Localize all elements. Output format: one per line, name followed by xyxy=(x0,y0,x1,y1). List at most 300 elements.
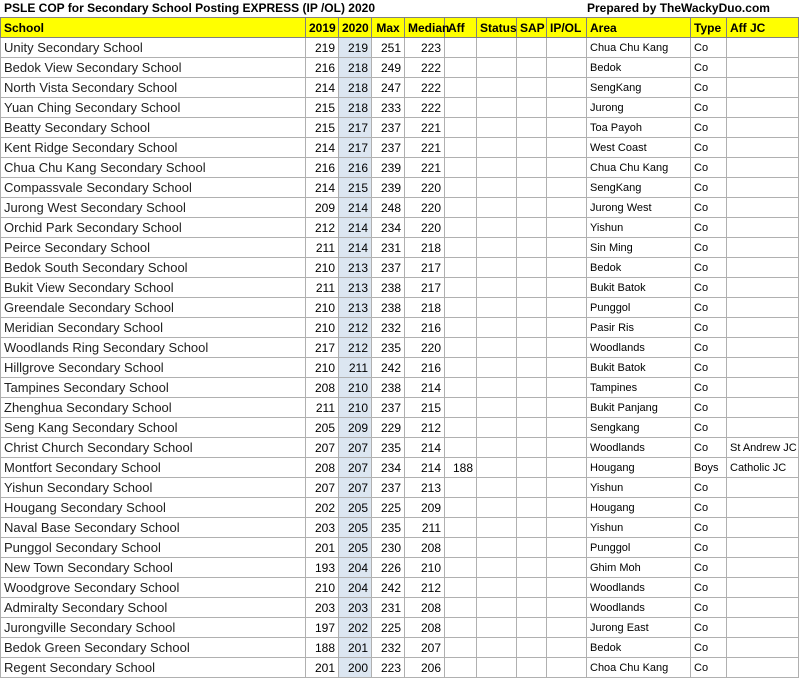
cell-aff[interactable] xyxy=(445,558,477,578)
cell-2020[interactable]: 214 xyxy=(339,198,372,218)
cell-status[interactable] xyxy=(477,338,517,358)
cell-2020[interactable]: 210 xyxy=(339,398,372,418)
table-row[interactable] xyxy=(1,158,799,178)
cell-median[interactable]: 212 xyxy=(405,418,445,438)
cell-aff[interactable] xyxy=(445,58,477,78)
cell-ipol[interactable] xyxy=(547,298,587,318)
cell-sap[interactable] xyxy=(517,458,547,478)
cell-2020[interactable]: 202 xyxy=(339,618,372,638)
cell-area[interactable]: Jurong xyxy=(587,98,691,118)
cell-aff-jc[interactable] xyxy=(727,358,799,378)
cell-median[interactable]: 208 xyxy=(405,618,445,638)
cell-aff[interactable] xyxy=(445,98,477,118)
col-header-aff[interactable]: Aff xyxy=(445,18,477,38)
cell-2020[interactable]: 205 xyxy=(339,538,372,558)
table-row[interactable] xyxy=(1,178,799,198)
col-header-school[interactable]: School xyxy=(1,18,306,38)
cell-type[interactable]: Co xyxy=(691,558,727,578)
cell-area[interactable]: West Coast xyxy=(587,138,691,158)
cell-aff[interactable] xyxy=(445,438,477,458)
cell-aff-jc[interactable] xyxy=(727,58,799,78)
cell-type[interactable]: Co xyxy=(691,78,727,98)
table-row[interactable] xyxy=(1,118,799,138)
cell-max[interactable]: 239 xyxy=(372,178,405,198)
cell-2019[interactable]: 214 xyxy=(306,138,339,158)
cell-type[interactable]: Co xyxy=(691,138,727,158)
cell-aff[interactable] xyxy=(445,638,477,658)
cell-2019[interactable]: 205 xyxy=(306,418,339,438)
table-row[interactable] xyxy=(1,238,799,258)
cell-aff[interactable] xyxy=(445,298,477,318)
cell-aff[interactable] xyxy=(445,618,477,638)
table-row[interactable] xyxy=(1,98,799,118)
cell-status[interactable] xyxy=(477,538,517,558)
cell-max[interactable]: 229 xyxy=(372,418,405,438)
cell-aff-jc[interactable] xyxy=(727,158,799,178)
table-row[interactable] xyxy=(1,518,799,538)
cell-school[interactable]: Bukit View Secondary School xyxy=(1,278,306,298)
cell-max[interactable]: 237 xyxy=(372,478,405,498)
cell-2020[interactable]: 203 xyxy=(339,598,372,618)
cell-sap[interactable] xyxy=(517,58,547,78)
table-row[interactable] xyxy=(1,598,799,618)
cell-max[interactable]: 251 xyxy=(372,38,405,58)
cell-area[interactable]: Ghim Moh xyxy=(587,558,691,578)
cell-area[interactable]: Woodlands xyxy=(587,578,691,598)
cell-2019[interactable]: 215 xyxy=(306,98,339,118)
table-row[interactable] xyxy=(1,438,799,458)
table-row[interactable] xyxy=(1,418,799,438)
cell-school[interactable]: Orchid Park Secondary School xyxy=(1,218,306,238)
cell-max[interactable]: 232 xyxy=(372,318,405,338)
table-row[interactable] xyxy=(1,498,799,518)
cell-area[interactable]: Bukit Panjang xyxy=(587,398,691,418)
col-header-median[interactable]: Median xyxy=(405,18,445,38)
cell-2020[interactable]: 218 xyxy=(339,98,372,118)
cell-aff[interactable] xyxy=(445,598,477,618)
cell-max[interactable]: 242 xyxy=(372,358,405,378)
cell-status[interactable] xyxy=(477,58,517,78)
cell-type[interactable]: Co xyxy=(691,498,727,518)
table-row[interactable] xyxy=(1,258,799,278)
cell-type[interactable]: Co xyxy=(691,158,727,178)
cell-status[interactable] xyxy=(477,638,517,658)
cell-area[interactable]: Yishun xyxy=(587,478,691,498)
cell-area[interactable]: Hougang xyxy=(587,498,691,518)
cell-ipol[interactable] xyxy=(547,338,587,358)
cell-median[interactable]: 211 xyxy=(405,518,445,538)
table-row[interactable] xyxy=(1,658,799,678)
cell-type[interactable]: Co xyxy=(691,438,727,458)
cell-2019[interactable]: 210 xyxy=(306,318,339,338)
cell-type[interactable]: Co xyxy=(691,238,727,258)
cell-2019[interactable]: 210 xyxy=(306,578,339,598)
cell-ipol[interactable] xyxy=(547,418,587,438)
cell-2019[interactable]: 211 xyxy=(306,278,339,298)
cell-2019[interactable]: 208 xyxy=(306,378,339,398)
cell-2019[interactable]: 201 xyxy=(306,658,339,678)
cell-median[interactable]: 223 xyxy=(405,38,445,58)
col-header-ipol[interactable]: IP/OL xyxy=(547,18,587,38)
cell-aff[interactable] xyxy=(445,198,477,218)
cell-sap[interactable] xyxy=(517,278,547,298)
cell-median[interactable]: 220 xyxy=(405,218,445,238)
cell-area[interactable]: Hougang xyxy=(587,458,691,478)
cell-status[interactable] xyxy=(477,498,517,518)
cell-ipol[interactable] xyxy=(547,258,587,278)
cell-school[interactable]: Compassvale Secondary School xyxy=(1,178,306,198)
cell-sap[interactable] xyxy=(517,438,547,458)
cell-max[interactable]: 238 xyxy=(372,278,405,298)
cell-aff-jc[interactable] xyxy=(727,418,799,438)
cell-area[interactable]: Bukit Batok xyxy=(587,358,691,378)
cell-type[interactable]: Co xyxy=(691,638,727,658)
cell-sap[interactable] xyxy=(517,78,547,98)
cell-ipol[interactable] xyxy=(547,138,587,158)
cell-ipol[interactable] xyxy=(547,498,587,518)
cell-2020[interactable]: 215 xyxy=(339,178,372,198)
cell-area[interactable]: Jurong West xyxy=(587,198,691,218)
col-header-sap[interactable]: SAP xyxy=(517,18,547,38)
cell-area[interactable]: Woodlands xyxy=(587,338,691,358)
cell-median[interactable]: 221 xyxy=(405,118,445,138)
table-row[interactable] xyxy=(1,378,799,398)
cell-sap[interactable] xyxy=(517,558,547,578)
cell-type[interactable]: Co xyxy=(691,298,727,318)
cell-ipol[interactable] xyxy=(547,358,587,378)
cell-aff[interactable] xyxy=(445,118,477,138)
cell-2019[interactable]: 201 xyxy=(306,538,339,558)
cell-school[interactable]: Naval Base Secondary School xyxy=(1,518,306,538)
cell-ipol[interactable] xyxy=(547,398,587,418)
cell-aff[interactable] xyxy=(445,238,477,258)
cell-2020[interactable]: 213 xyxy=(339,258,372,278)
col-header-type[interactable]: Type xyxy=(691,18,727,38)
cell-median[interactable]: 218 xyxy=(405,238,445,258)
cell-school[interactable]: Montfort Secondary School xyxy=(1,458,306,478)
cell-max[interactable]: 234 xyxy=(372,458,405,478)
cell-2020[interactable]: 205 xyxy=(339,518,372,538)
table-row[interactable] xyxy=(1,638,799,658)
cell-aff-jc[interactable] xyxy=(727,618,799,638)
cell-max[interactable]: 248 xyxy=(372,198,405,218)
table-row[interactable] xyxy=(1,278,799,298)
table-row[interactable] xyxy=(1,298,799,318)
cell-median[interactable]: 220 xyxy=(405,178,445,198)
cell-2019[interactable]: 217 xyxy=(306,338,339,358)
cell-aff[interactable] xyxy=(445,378,477,398)
cell-aff-jc[interactable] xyxy=(727,638,799,658)
cell-2019[interactable]: 210 xyxy=(306,258,339,278)
cell-median[interactable]: 220 xyxy=(405,198,445,218)
cell-2020[interactable]: 209 xyxy=(339,418,372,438)
table-row[interactable] xyxy=(1,578,799,598)
cell-2019[interactable]: 214 xyxy=(306,78,339,98)
cell-aff-jc[interactable] xyxy=(727,38,799,58)
table-row[interactable] xyxy=(1,318,799,338)
cell-sap[interactable] xyxy=(517,498,547,518)
cell-max[interactable]: 234 xyxy=(372,218,405,238)
cell-median[interactable]: 220 xyxy=(405,338,445,358)
cell-school[interactable]: Regent Secondary School xyxy=(1,658,306,678)
cell-status[interactable] xyxy=(477,298,517,318)
cell-ipol[interactable] xyxy=(547,158,587,178)
table-row[interactable] xyxy=(1,58,799,78)
cell-school[interactable]: Bedok View Secondary School xyxy=(1,58,306,78)
cell-2020[interactable]: 201 xyxy=(339,638,372,658)
cell-school[interactable]: Hougang Secondary School xyxy=(1,498,306,518)
cell-aff-jc[interactable] xyxy=(727,138,799,158)
cell-aff-jc[interactable] xyxy=(727,238,799,258)
table-row[interactable] xyxy=(1,38,799,58)
cell-2020[interactable]: 207 xyxy=(339,478,372,498)
cell-sap[interactable] xyxy=(517,338,547,358)
table-row[interactable] xyxy=(1,218,799,238)
cell-max[interactable]: 235 xyxy=(372,518,405,538)
cell-type[interactable]: Co xyxy=(691,118,727,138)
cell-2020[interactable]: 219 xyxy=(339,38,372,58)
cell-school[interactable]: Woodgrove Secondary School xyxy=(1,578,306,598)
cell-aff-jc[interactable] xyxy=(727,378,799,398)
cell-median[interactable]: 217 xyxy=(405,278,445,298)
cell-area[interactable]: Toa Payoh xyxy=(587,118,691,138)
cell-ipol[interactable] xyxy=(547,458,587,478)
col-header-affjc[interactable]: Aff JC xyxy=(727,18,799,38)
cell-ipol[interactable] xyxy=(547,538,587,558)
cell-aff[interactable] xyxy=(445,158,477,178)
cell-ipol[interactable] xyxy=(547,658,587,678)
cell-max[interactable]: 235 xyxy=(372,438,405,458)
cell-ipol[interactable] xyxy=(547,598,587,618)
cell-area[interactable]: Punggol xyxy=(587,538,691,558)
cell-ipol[interactable] xyxy=(547,178,587,198)
cell-max[interactable]: 249 xyxy=(372,58,405,78)
cell-ipol[interactable] xyxy=(547,118,587,138)
cell-type[interactable]: Co xyxy=(691,178,727,198)
cell-type[interactable]: Co xyxy=(691,518,727,538)
cell-school[interactable]: Meridian Secondary School xyxy=(1,318,306,338)
cell-ipol[interactable] xyxy=(547,58,587,78)
cell-2019[interactable]: 207 xyxy=(306,438,339,458)
cell-status[interactable] xyxy=(477,78,517,98)
cell-sap[interactable] xyxy=(517,358,547,378)
cell-type[interactable]: Co xyxy=(691,58,727,78)
col-header-2020[interactable]: 2020 xyxy=(339,18,372,38)
cell-aff[interactable] xyxy=(445,218,477,238)
cell-2019[interactable]: 214 xyxy=(306,178,339,198)
cell-median[interactable]: 215 xyxy=(405,398,445,418)
cell-type[interactable]: Co xyxy=(691,38,727,58)
cell-school[interactable]: Yuan Ching Secondary School xyxy=(1,98,306,118)
cell-area[interactable]: Sin Ming xyxy=(587,238,691,258)
cell-type[interactable]: Co xyxy=(691,598,727,618)
cell-ipol[interactable] xyxy=(547,218,587,238)
cell-school[interactable]: North Vista Secondary School xyxy=(1,78,306,98)
cell-aff-jc[interactable]: Catholic JC xyxy=(727,458,799,478)
cell-sap[interactable] xyxy=(517,158,547,178)
cell-school[interactable]: Woodlands Ring Secondary School xyxy=(1,338,306,358)
col-header-max[interactable]: Max xyxy=(372,18,405,38)
cell-max[interactable]: 230 xyxy=(372,538,405,558)
table-row[interactable] xyxy=(1,618,799,638)
cell-aff-jc[interactable] xyxy=(727,118,799,138)
cell-aff[interactable] xyxy=(445,258,477,278)
cell-area[interactable]: Chua Chu Kang xyxy=(587,38,691,58)
cell-2019[interactable]: 203 xyxy=(306,598,339,618)
cell-status[interactable] xyxy=(477,478,517,498)
cell-school[interactable]: Jurongville Secondary School xyxy=(1,618,306,638)
cell-median[interactable]: 221 xyxy=(405,158,445,178)
cell-ipol[interactable] xyxy=(547,238,587,258)
cell-area[interactable]: Punggol xyxy=(587,298,691,318)
cell-sap[interactable] xyxy=(517,178,547,198)
cell-school[interactable]: Punggol Secondary School xyxy=(1,538,306,558)
cell-status[interactable] xyxy=(477,278,517,298)
cell-aff[interactable] xyxy=(445,518,477,538)
cell-2020[interactable]: 214 xyxy=(339,238,372,258)
cell-status[interactable] xyxy=(477,598,517,618)
cell-area[interactable]: Bedok xyxy=(587,638,691,658)
cell-school[interactable]: Seng Kang Secondary School xyxy=(1,418,306,438)
cell-max[interactable]: 223 xyxy=(372,658,405,678)
cell-max[interactable]: 231 xyxy=(372,238,405,258)
table-row[interactable] xyxy=(1,78,799,98)
cell-school[interactable]: Greendale Secondary School xyxy=(1,298,306,318)
cell-2019[interactable]: 210 xyxy=(306,298,339,318)
cell-median[interactable]: 216 xyxy=(405,318,445,338)
cell-max[interactable]: 235 xyxy=(372,338,405,358)
cell-type[interactable]: Co xyxy=(691,618,727,638)
cell-2019[interactable]: 215 xyxy=(306,118,339,138)
cell-area[interactable]: Woodlands xyxy=(587,598,691,618)
cell-school[interactable]: Peirce Secondary School xyxy=(1,238,306,258)
cell-ipol[interactable] xyxy=(547,578,587,598)
cell-max[interactable]: 237 xyxy=(372,258,405,278)
cell-status[interactable] xyxy=(477,438,517,458)
cell-school[interactable]: Bedok Green Secondary School xyxy=(1,638,306,658)
cell-2019[interactable]: 209 xyxy=(306,198,339,218)
cell-type[interactable]: Co xyxy=(691,318,727,338)
cell-2020[interactable]: 212 xyxy=(339,318,372,338)
cell-2019[interactable]: 197 xyxy=(306,618,339,638)
cell-max[interactable]: 226 xyxy=(372,558,405,578)
cell-status[interactable] xyxy=(477,378,517,398)
cell-aff[interactable] xyxy=(445,338,477,358)
cell-school[interactable]: Unity Secondary School xyxy=(1,38,306,58)
cell-area[interactable]: Yishun xyxy=(587,218,691,238)
cell-ipol[interactable] xyxy=(547,518,587,538)
cell-2020[interactable]: 211 xyxy=(339,358,372,378)
cell-aff-jc[interactable] xyxy=(727,78,799,98)
cell-ipol[interactable] xyxy=(547,378,587,398)
cell-area[interactable]: SengKang xyxy=(587,78,691,98)
cell-aff[interactable] xyxy=(445,658,477,678)
cell-ipol[interactable] xyxy=(547,278,587,298)
cell-2020[interactable]: 213 xyxy=(339,278,372,298)
cell-aff[interactable] xyxy=(445,318,477,338)
cell-type[interactable]: Co xyxy=(691,198,727,218)
table-row[interactable] xyxy=(1,478,799,498)
cell-aff-jc[interactable] xyxy=(727,318,799,338)
cell-ipol[interactable] xyxy=(547,78,587,98)
cell-sap[interactable] xyxy=(517,198,547,218)
cell-median[interactable]: 207 xyxy=(405,638,445,658)
cell-2019[interactable]: 207 xyxy=(306,478,339,498)
cell-type[interactable]: Boys xyxy=(691,458,727,478)
cell-school[interactable]: New Town Secondary School xyxy=(1,558,306,578)
cell-aff[interactable] xyxy=(445,418,477,438)
cell-max[interactable]: 238 xyxy=(372,378,405,398)
table-row[interactable] xyxy=(1,558,799,578)
cell-aff-jc[interactable] xyxy=(727,278,799,298)
cell-status[interactable] xyxy=(477,618,517,638)
cell-sap[interactable] xyxy=(517,258,547,278)
cell-school[interactable]: Christ Church Secondary School xyxy=(1,438,306,458)
cell-type[interactable]: Co xyxy=(691,98,727,118)
cell-status[interactable] xyxy=(477,318,517,338)
cell-aff-jc[interactable] xyxy=(727,258,799,278)
cell-status[interactable] xyxy=(477,198,517,218)
cell-status[interactable] xyxy=(477,158,517,178)
cell-type[interactable]: Co xyxy=(691,338,727,358)
cell-aff-jc[interactable] xyxy=(727,338,799,358)
cell-ipol[interactable] xyxy=(547,38,587,58)
cell-2020[interactable]: 210 xyxy=(339,378,372,398)
cell-ipol[interactable] xyxy=(547,318,587,338)
cell-aff[interactable] xyxy=(445,478,477,498)
cell-2020[interactable]: 217 xyxy=(339,118,372,138)
cell-sap[interactable] xyxy=(517,238,547,258)
cell-status[interactable] xyxy=(477,398,517,418)
cell-aff[interactable] xyxy=(445,138,477,158)
cell-area[interactable]: Choa Chu Kang xyxy=(587,658,691,678)
cell-2020[interactable]: 207 xyxy=(339,438,372,458)
cell-status[interactable] xyxy=(477,218,517,238)
cell-type[interactable]: Co xyxy=(691,218,727,238)
cell-max[interactable]: 237 xyxy=(372,138,405,158)
cell-2019[interactable]: 212 xyxy=(306,218,339,238)
cell-type[interactable]: Co xyxy=(691,478,727,498)
cell-median[interactable]: 218 xyxy=(405,298,445,318)
cell-2020[interactable]: 212 xyxy=(339,338,372,358)
cell-aff[interactable] xyxy=(445,578,477,598)
cell-aff[interactable] xyxy=(445,278,477,298)
cell-aff-jc[interactable] xyxy=(727,98,799,118)
cell-status[interactable] xyxy=(477,458,517,478)
cell-status[interactable] xyxy=(477,518,517,538)
cell-area[interactable]: Yishun xyxy=(587,518,691,538)
cell-status[interactable] xyxy=(477,558,517,578)
cell-sap[interactable] xyxy=(517,118,547,138)
cell-aff-jc[interactable] xyxy=(727,178,799,198)
cell-type[interactable]: Co xyxy=(691,658,727,678)
table-row[interactable] xyxy=(1,198,799,218)
cell-sap[interactable] xyxy=(517,598,547,618)
cell-max[interactable]: 225 xyxy=(372,498,405,518)
cell-sap[interactable] xyxy=(517,418,547,438)
cell-area[interactable]: Chua Chu Kang xyxy=(587,158,691,178)
cell-2020[interactable]: 218 xyxy=(339,78,372,98)
cell-area[interactable]: Woodlands xyxy=(587,438,691,458)
cell-status[interactable] xyxy=(477,238,517,258)
cell-school[interactable]: Chua Chu Kang Secondary School xyxy=(1,158,306,178)
cell-sap[interactable] xyxy=(517,518,547,538)
cell-aff-jc[interactable] xyxy=(727,398,799,418)
cell-aff[interactable] xyxy=(445,358,477,378)
cell-school[interactable]: Kent Ridge Secondary School xyxy=(1,138,306,158)
cell-sap[interactable] xyxy=(517,38,547,58)
cell-aff[interactable] xyxy=(445,38,477,58)
